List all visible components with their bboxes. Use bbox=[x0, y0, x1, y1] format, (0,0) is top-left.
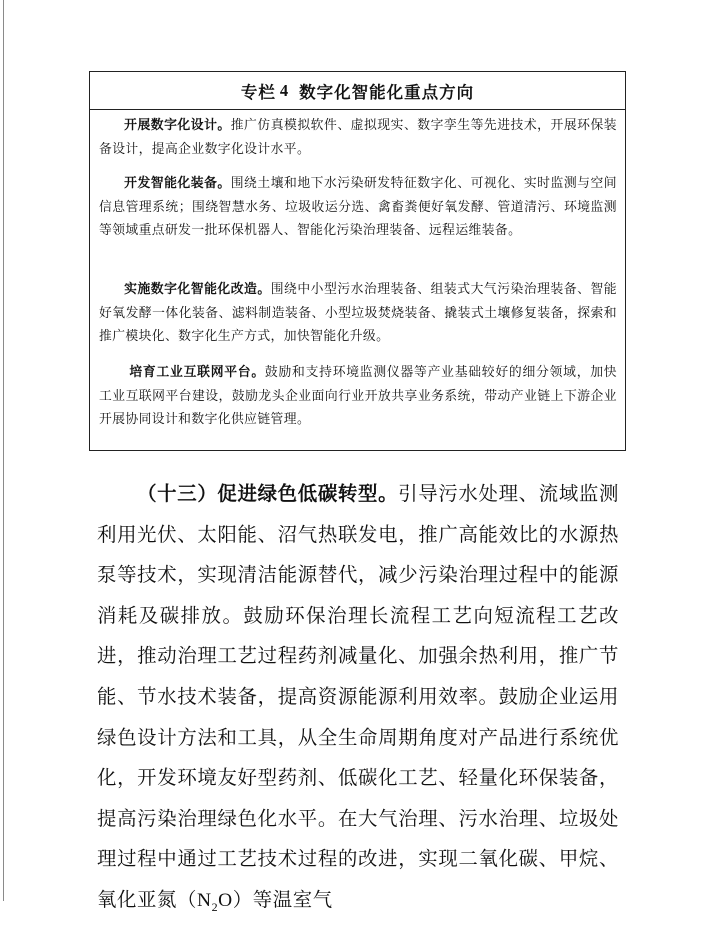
column-item-text: 推广仿真模拟软件、虚拟现实、数字孪生等先进技术，开展环保装备设计，提高企业数字化设计水平。 bbox=[99, 118, 618, 157]
column-item-lead: 培育工业互联网平台。 bbox=[129, 365, 265, 380]
column-item-text: 围绕中小型污水治理装备、组装式大气污染治理装备、智能好氧发酵一体化装备、滤料制造装备、小型垃圾焚烧装备、撬装式土壤修复装备，探索和推广模块化、数字化生产方式，加快智能化升级。 bbox=[99, 282, 617, 344]
column-item-text: 鼓励和支持环境监测仪器等产业基础较好的细分领域，加快工业互联网平台建设，鼓励龙头企业面向行业开放共享业务系统，带动产业链上下游企业开展协同设计和数字化供应链管理。 bbox=[99, 365, 618, 427]
body-paragraph bbox=[97, 474, 619, 927]
column-title bbox=[90, 72, 625, 110]
page-edge-line bbox=[3, 0, 4, 901]
column-item-lead: 实施数字化智能化改造。 bbox=[124, 282, 271, 297]
column-title-number: 4 bbox=[279, 80, 290, 100]
column-item-lead: 开发智能化装备。 bbox=[124, 176, 231, 191]
section-heading: （十三）促进绿色低碳转型。 bbox=[137, 482, 399, 505]
column-item-text: 围绕土壤和地下水污染研发特征数字化、可视化、实时监测与空间信息管理系统；围绕智慧水务、垃圾收运分选、禽畜粪便好氧发酵、管道清污、环境监测等领域重点研发一批环保机器人、智能化污染治理装备、远程运维装备。 bbox=[99, 176, 618, 238]
column-item-transformation bbox=[99, 278, 617, 349]
column-title-prefix: 专栏 bbox=[240, 82, 276, 102]
column-item-lead: 开展数字化设计。 bbox=[124, 118, 231, 133]
paragraph-text-tail: ）等温室气 bbox=[232, 887, 333, 911]
column-title-text: 数字化智能化重点方向 bbox=[299, 82, 475, 102]
column-item-equipment bbox=[99, 172, 617, 243]
column-body bbox=[90, 110, 625, 450]
column-item-platform bbox=[99, 361, 617, 432]
column-item-design bbox=[99, 114, 617, 161]
chemical-formula: $N_2O$ bbox=[196, 889, 233, 914]
column-box bbox=[89, 71, 626, 451]
paragraph-text: 引导污水处理、流域监测利用光伏、太阳能、沼气热联发电，推广高能效比的水源热泵等技术，实现清洁能源替代，减少污染治理过程中的能源消耗及碳排放。鼓励环保治理长流程工艺向短流程工艺改进，推动治理工艺过程药剂减量化、加强余热利用，推广节能、节水技术装备，提高资源能源利用效率。鼓励企业运用绿色设计方法和工具，从全生命周期角度对产品进行系统优化，开发环境友好型药剂、低碳化工艺、轻量化环保装备，提高污染治理绿色化水平。在大气治理、污水治理、垃圾处理过程中通过工艺技术过程的改进，实现二氧化碳、甲烷、氧化亚氮（ bbox=[97, 482, 619, 911]
